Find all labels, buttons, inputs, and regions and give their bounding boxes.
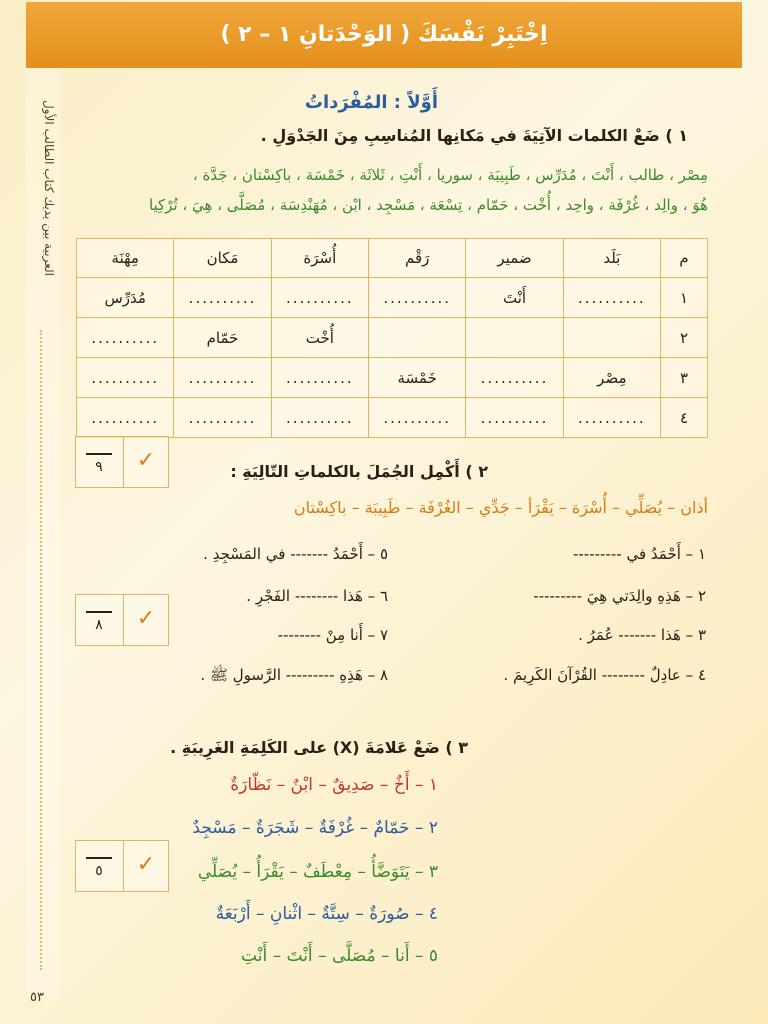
blank-cell[interactable] [563,318,660,358]
q1-word-bank-line2: هُوَ ، والِد ، غُرْفَة ، واحِد ، أُخْت ، حَمّام ، تِسْعَة ، مَسْجِد ، ابْن ، مُهَنْدِسَة ، مُصَلَّى ، هِيَ ، تُرْكِيا [148,196,708,214]
odd-word-row[interactable]: ٢ – حَمّامٌ – غُرْفَةٌ – شَجَرَةٌ – مَسْجِدٌ [192,818,438,838]
q2-title: ٢ ) أَكْمِل الجُمَلَ بالكلماتِ التّالِيَةِ : [230,462,488,481]
classification-table [76,238,708,438]
blank-cell[interactable]: .......... [174,358,271,398]
check-mark-icon: ✓ [123,437,168,487]
blank-cell[interactable]: .......... [271,278,368,318]
sentence-item[interactable]: ٢ – هَذِهِ والِدَتي هِيَ --------- [533,587,706,605]
score-value: ٩ [76,437,122,487]
blank-cell[interactable]: .......... [174,278,271,318]
blank-cell[interactable]: .......... [174,398,271,438]
score-value: ٥ [76,841,122,891]
blank-cell[interactable]: .......... [466,358,563,398]
answer-cell[interactable]: خَمْسَة [369,358,466,398]
row-number: ٤ [661,398,708,438]
answer-cell[interactable]: أُخْت [271,318,368,358]
blank-cell[interactable]: .......... [77,398,174,438]
table-row [77,398,708,438]
table-row [77,358,708,398]
header-banner [26,2,742,68]
q3-title: ٣ ) ضَعْ عَلامَةَ (X) على الكَلِمَةِ الغَرِيبَةِ . [170,738,468,757]
sentence-item[interactable]: ٦ – هَذا -------- الفَجْرِ . [246,587,388,605]
blank-cell[interactable]: .......... [369,278,466,318]
blank-cell[interactable]: .......... [563,398,660,438]
book-title-vertical: العربية بين يديك كتاب الطالب الأول [42,100,56,276]
check-mark-icon: ✓ [123,595,168,645]
q1-score-box [75,436,169,488]
sentence-item[interactable]: ٣ – هَذا ------- عُمَرُ . [578,626,706,644]
row-number: ١ [661,278,708,318]
col-header: رَقْم [369,239,466,278]
blank-cell[interactable]: .......... [563,278,660,318]
sentence-item[interactable]: ٤ – عادِلٌ -------- القُرْآنَ الكَرِيمَ . [503,666,706,684]
answer-cell[interactable]: أَنْتَ [466,278,563,318]
odd-word-row[interactable]: ٥ – أَنا – مُصَلَّى – أَنْتَ – أَنْتِ [241,946,438,966]
col-header: مَكان [174,239,271,278]
col-header: بَلَد [563,239,660,278]
sidebar-dotted-line [40,330,44,970]
score-value: ٨ [76,595,122,645]
blank-cell[interactable]: .......... [271,398,368,438]
q2-score-box [75,594,169,646]
blank-cell[interactable] [466,318,563,358]
q3-score-box [75,840,169,892]
answer-cell[interactable]: حَمّام [174,318,271,358]
table-header-row [77,239,708,278]
odd-word-row[interactable]: ٣ – يَتَوَضَّأُ – مِعْطَفٌ – يَقْرَأُ – يُصَلِّي [197,862,438,882]
blank-cell[interactable] [369,318,466,358]
section-heading: أَوَّلاً : المُفْرَداتُ [304,92,438,113]
odd-word-row[interactable]: ١ – أَخٌ – صَدِيقٌ – ابْنٌ – نَظّارَةٌ [230,775,438,795]
table-row [77,318,708,358]
row-number: ٢ [661,318,708,358]
check-mark-icon: ✓ [123,841,168,891]
sentence-item[interactable]: ٨ – هَذِهِ --------- الرَّسولِ ﷺ . [200,666,388,684]
sentence-item[interactable]: ١ – أَحْمَدُ في --------- [572,545,706,563]
row-number: ٣ [661,358,708,398]
blank-cell[interactable]: .......... [369,398,466,438]
blank-cell[interactable]: .......... [77,318,174,358]
blank-cell[interactable]: .......... [466,398,563,438]
sentence-item[interactable]: ٧ – أَنا مِنْ -------- [277,626,388,644]
q1-word-bank-line1: مِصْر ، طالب ، أَنْتَ ، مُدَرِّس ، طَبِيبَة ، سوريا ، أَنْتِ ، ثَلاثَة ، خَمْسَة ، باكِسْتان ، جَدَّة ، [192,166,708,184]
odd-word-row[interactable]: ٤ – صُورَةٌ – سِتَّةٌ – اثْنانِ – أَرْبَعَةٌ [215,904,438,924]
blank-cell[interactable]: .......... [271,358,368,398]
page-title: اِخْتَبِرْ نَفْسَكَ ( الوَحْدَتانِ ١ – ٢ ) [220,22,548,47]
q2-word-bank: أذان – يُصَلِّي – أُسْرَة – يَقْرَأ – جَدِّي – الغُرْفَة – طَبِيبَة – باكِسْتان [293,498,708,517]
col-header: أُسْرَة [271,239,368,278]
table-row [77,278,708,318]
answer-cell[interactable]: مِصْر [563,358,660,398]
blank-cell[interactable]: .......... [77,358,174,398]
q1-title: ١ ) ضَعْ الكلمات الآتِيَةَ في مَكانِها المُناسِبِ مِنَ الجَدْوَلِ . [260,126,688,145]
sentence-item[interactable]: ٥ – أَحْمَدُ ------- في المَسْجِدِ . [203,545,388,563]
col-header: م [661,239,708,278]
answer-cell[interactable]: مُدَرِّس [77,278,174,318]
col-header: ضمير [466,239,563,278]
col-header: مِهْنَة [77,239,174,278]
page-number: ٥٣ [30,990,44,1005]
